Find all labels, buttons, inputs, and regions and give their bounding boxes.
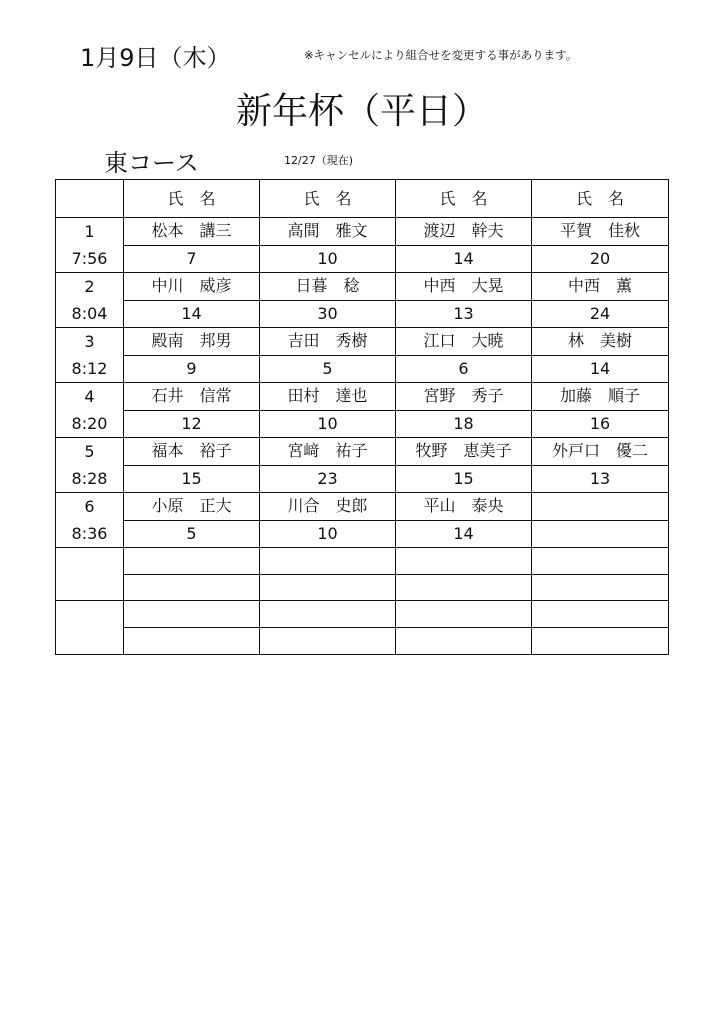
player-name-cell: 小原 正大 (124, 493, 260, 521)
pairings-table-body (56, 180, 669, 655)
player-name-cell: 福本 裕子 (124, 438, 260, 466)
handicap-cell (532, 574, 669, 601)
tee-time: 8:04 (71, 304, 108, 323)
group-number-cell (56, 548, 124, 601)
handicap-cell: 12 (124, 410, 260, 438)
player-name-cell: 吉田 秀樹 (260, 328, 396, 356)
handicap-cell: 10 (260, 410, 396, 438)
player-name-cell: 田村 達也 (260, 383, 396, 411)
player-name-cell: 石井 信常 (124, 383, 260, 411)
group-number: 6 (84, 497, 95, 516)
handicap-row (56, 574, 669, 601)
handicap-cell: 10 (260, 245, 396, 273)
handicap-cell: 20 (532, 245, 669, 273)
cancellation-notice: ※キャンセルにより組合せを変更する事があります。 (304, 48, 578, 62)
handicap-cell (532, 520, 669, 548)
tee-time: 8:12 (71, 359, 108, 378)
handicap-cell: 14 (532, 355, 669, 383)
group-number: 2 (84, 277, 95, 296)
handicap-cell (124, 574, 260, 601)
tee-time: 8:20 (71, 414, 108, 433)
player-name-cell: 外戸口 優二 (532, 438, 669, 466)
player-name-cell: 松本 講三 (124, 218, 260, 246)
group-number-cell (56, 383, 124, 438)
player-name-row (56, 273, 669, 301)
handicap-cell: 13 (396, 300, 532, 328)
handicap-cell (396, 628, 532, 655)
as-of-date: 12/27（現在) (284, 154, 353, 167)
handicap-cell: 9 (124, 355, 260, 383)
handicap-row (56, 300, 669, 328)
player-name-cell: 林 美樹 (532, 328, 669, 356)
handicap-cell: 14 (396, 520, 532, 548)
handicap-row (56, 465, 669, 493)
handicap-cell (124, 628, 260, 655)
player-name-cell (124, 548, 260, 575)
player-name-cell (260, 601, 396, 628)
handicap-cell: 10 (260, 520, 396, 548)
player-name-cell: 高間 雅文 (260, 218, 396, 246)
handicap-cell (260, 574, 396, 601)
handicap-row (56, 245, 669, 273)
handicap-cell: 6 (396, 355, 532, 383)
player-name-cell: 中川 威彦 (124, 273, 260, 301)
player-name-cell (396, 601, 532, 628)
player-name-cell (396, 548, 532, 575)
player-name-cell: 殿南 邦男 (124, 328, 260, 356)
handicap-cell: 23 (260, 465, 396, 493)
handicap-cell (396, 574, 532, 601)
handicap-cell: 14 (124, 300, 260, 328)
player-name-row (56, 438, 669, 466)
handicap-row (56, 410, 669, 438)
handicap-cell (260, 628, 396, 655)
player-name-row (56, 328, 669, 356)
player-name-row (56, 218, 669, 246)
player-name-cell (124, 601, 260, 628)
player-name-cell: 平山 泰央 (396, 493, 532, 521)
handicap-cell: 15 (124, 465, 260, 493)
player-name-cell: 平賀 佳秋 (532, 218, 669, 246)
player-name-row (56, 493, 669, 521)
handicap-cell: 16 (532, 410, 669, 438)
handicap-cell: 30 (260, 300, 396, 328)
player-name-cell: 川合 史郎 (260, 493, 396, 521)
group-header-cell (56, 180, 124, 218)
group-number: 1 (84, 222, 95, 241)
player-name-cell: 渡辺 幹夫 (396, 218, 532, 246)
group-number-cell (56, 438, 124, 493)
player-name-row (56, 601, 669, 628)
player-name-cell (532, 548, 669, 575)
handicap-cell: 5 (124, 520, 260, 548)
handicap-cell: 18 (396, 410, 532, 438)
handicap-row (56, 355, 669, 383)
handicap-cell: 14 (396, 245, 532, 273)
name-column-header: 氏 名 (124, 180, 260, 218)
player-name-cell (532, 493, 669, 521)
tee-time: 8:28 (71, 469, 108, 488)
player-name-cell: 宮﨑 祐子 (260, 438, 396, 466)
player-name-cell (532, 601, 669, 628)
handicap-cell: 13 (532, 465, 669, 493)
page-title: 新年杯（平日） (235, 91, 488, 132)
player-name-row (56, 383, 669, 411)
group-number-cell (56, 493, 124, 548)
player-name-row (56, 548, 669, 575)
name-column-header: 氏 名 (260, 180, 396, 218)
tee-time: 8:36 (71, 524, 108, 543)
handicap-cell (532, 628, 669, 655)
player-name-cell: 江口 大暁 (396, 328, 532, 356)
group-number: 5 (84, 442, 95, 461)
group-number-cell (56, 328, 124, 383)
handicap-cell: 15 (396, 465, 532, 493)
handicap-row (56, 628, 669, 655)
player-name-cell: 宮野 秀子 (396, 383, 532, 411)
course-name: 東コース (104, 149, 199, 177)
player-name-cell: 加藤 順子 (532, 383, 669, 411)
handicap-row (56, 520, 669, 548)
handicap-cell: 5 (260, 355, 396, 383)
player-name-cell: 牧野 恵美子 (396, 438, 532, 466)
name-column-header: 氏 名 (396, 180, 532, 218)
tee-time: 7:56 (71, 249, 108, 268)
group-number-cell (56, 273, 124, 328)
player-name-cell (260, 548, 396, 575)
pairings-table (55, 179, 669, 655)
player-name-cell: 中西 薫 (532, 273, 669, 301)
player-name-cell: 中西 大晃 (396, 273, 532, 301)
name-column-header: 氏 名 (532, 180, 669, 218)
event-date: 1月9日（木） (80, 44, 231, 72)
player-name-cell: 日暮 稔 (260, 273, 396, 301)
handicap-cell: 24 (532, 300, 669, 328)
handicap-cell: 7 (124, 245, 260, 273)
group-number: 4 (84, 387, 95, 406)
group-number-cell (56, 218, 124, 273)
header-row (56, 180, 669, 218)
group-number-cell (56, 601, 124, 654)
group-number: 3 (84, 332, 95, 351)
